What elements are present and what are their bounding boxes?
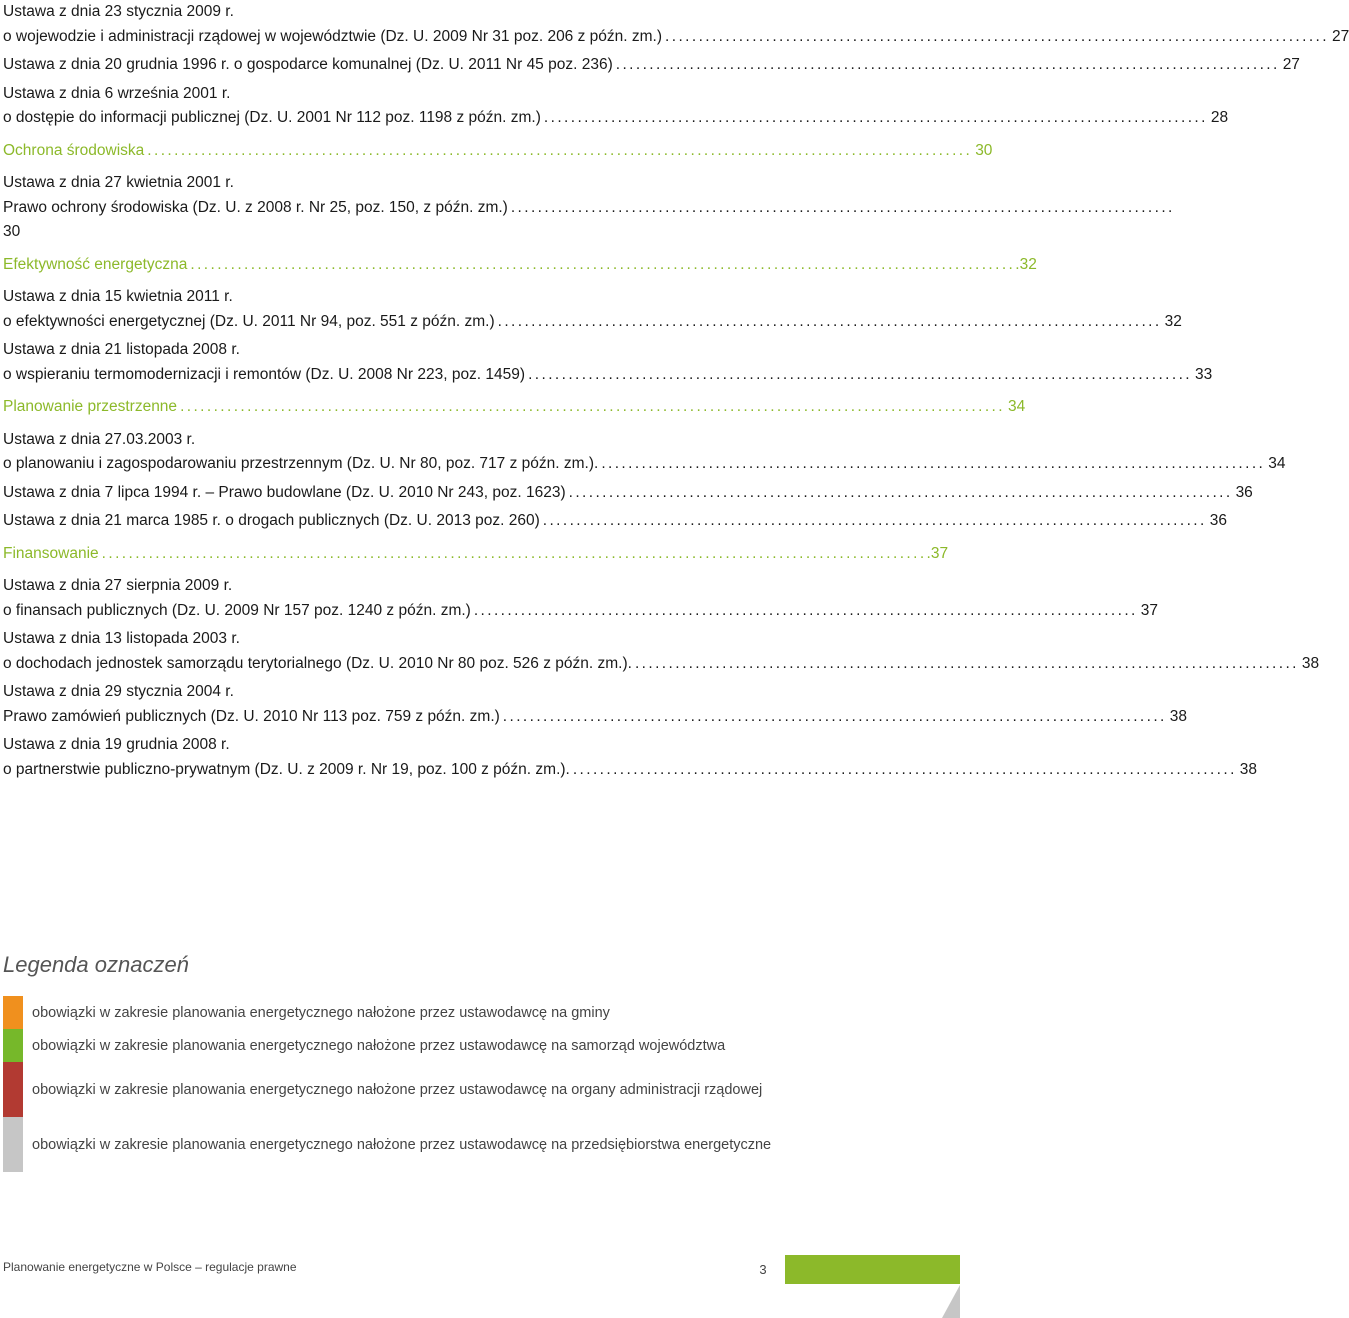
dot-leader: ........................................................................................................................... [101,544,927,562]
dot-leader: ................................................................................................... [510,198,1175,216]
toc-entry[interactable] [3,428,1286,477]
toc-section-heading[interactable] [3,253,1037,278]
toc-entry[interactable] [3,285,1182,334]
toc-entry-line1: Ustawa z dnia 27.03.2003 r. [3,430,196,448]
section-title: Finansowanie [3,544,99,562]
toc-page-number: .32 [1015,255,1037,273]
toc-entry-line2: Prawo zamówień publicznych (Dz. U. 2010 Nr 113 poz. 759 z późn. zm.) [3,707,500,725]
toc-entry[interactable] [3,574,1159,623]
legend-item-text: obowiązki w zakresie planowania energetycznego nałożone przez ustawodawcę na samorząd województwa [32,1037,726,1054]
dot-leader: ................................................................................................... [665,27,1329,45]
toc-entry[interactable] [3,627,1320,676]
toc-page-number: 33 [1195,365,1213,383]
legend-swatch-gray [3,1117,23,1172]
legend-item-text: obowiązki w zakresie planowania energetycznego nałożone przez ustawodawcę na gminy [32,1004,610,1021]
toc-entry[interactable] [3,481,1253,506]
dot-leader: ................................................................................................... [568,483,1233,501]
legend-swatch-green [3,1029,23,1062]
legend-item-text: obowiązki w zakresie planowania energetycznego nałożone przez ustawodawcę na przedsiębiorstwa energetyczne [32,1136,772,1153]
toc-page-number: 38 [1169,707,1187,725]
toc-entry-line2: o efektywności energetycznej (Dz. U. 2011 Nr 94, poz. 551 z późn. zm.) [3,312,495,330]
toc-page-number: 27 [1331,27,1349,45]
legend [3,952,903,1172]
dot-leader: ................................................................................................... [502,707,1167,725]
toc-page-number: 34 [1007,398,1026,415]
toc-section-heading[interactable] [3,139,993,164]
dot-leader: ........................................................................................................................... [190,255,1016,273]
legend-swatch-orange [3,996,23,1029]
toc-page-number: 38 [1239,760,1258,778]
toc-entry-line1: Ustawa z dnia 13 listopada 2003 r. [3,630,240,647]
toc-entry-line2: o partnerstwie publiczno-prywatnym (Dz. U. z 2009 r. Nr 19, poz. 100 z późn. zm.). [3,760,570,778]
legend-item-text: obowiązki w zakresie planowania energetycznego nałożone przez ustawodawcę na organy administracji rządowej [32,1081,763,1098]
toc-entry[interactable] [3,680,1187,729]
toc-page-number: 36 [1235,483,1253,501]
dot-leader: ................................................................................................... [543,109,1208,126]
table-of-contents [3,0,1349,786]
section-title: Efektywność energetyczna [3,255,188,273]
toc-entry-line2: Prawo ochrony środowiska (Dz. U. z 2008 r. Nr 25, poz. 150, z późn. zm.) [3,198,508,216]
dot-leader: ................................................................................................... [528,365,1193,383]
toc-entry[interactable] [3,733,1258,782]
toc-page-number: 34 [1268,455,1286,472]
toc-page-number: 37 [1140,601,1159,619]
dot-leader: ................................................................................................... [615,56,1280,73]
footer-accent-bar [785,1255,960,1284]
legend-swatch-red [3,1062,23,1117]
toc-entry[interactable] [3,171,1175,245]
toc-entry-line1: Ustawa z dnia 7 lipca 1994 r. – Prawo budowlane (Dz. U. 2010 Nr 243, poz. 1623) [3,483,566,501]
page-number: 3 [759,1262,767,1277]
legend-item [3,1117,903,1172]
footer-title: Planowanie energetyczne w Polsce – regulacje prawne [3,1260,297,1274]
toc-entry-line2: o finansach publicznych (Dz. U. 2009 Nr 157 poz. 1240 z późn. zm.) [3,601,471,619]
toc-entry-line1: Ustawa z dnia 23 stycznia 2009 r. [3,3,234,20]
toc-page-number: 32 [1164,312,1182,330]
toc-entry-line1: Ustawa z dnia 21 listopada 2008 r. [3,341,240,358]
dot-leader: ........................................................................................................................... [180,398,1005,415]
dot-leader: ................................................................................................... [542,512,1207,529]
toc-entry-line1: Ustawa z dnia 29 stycznia 2004 r. [3,683,234,700]
toc-entry-line1: Ustawa z dnia 21 marca 1985 r. o drogach publicznych (Dz. U. 2013 poz. 260) [3,512,540,529]
toc-entry-line1: Ustawa z dnia 27 kwietnia 2001 r. [3,174,234,191]
toc-entry-line1: Ustawa z dnia 20 grudnia 1996 r. o gospodarce komunalnej (Dz. U. 2011 Nr 45 poz. 236) [3,56,613,73]
toc-page-number: .37 [926,544,949,562]
toc-entry[interactable] [3,338,1213,387]
toc-entry[interactable] [3,82,1229,131]
legend-item [3,1062,903,1117]
toc-section-heading[interactable] [3,395,1026,420]
legend-title: Legenda oznaczeń [3,952,189,977]
toc-entry-line2: o wspieraniu termomodernizacji i remontów (Dz. U. 2008 Nr 223, poz. 1459) [3,365,526,383]
toc-page-number: 30 [975,141,993,159]
toc-page-number: 38 [1301,654,1320,672]
dot-leader: ................................................................................................... [473,601,1138,619]
toc-entry-line1: Ustawa z dnia 15 kwietnia 2011 r. [3,288,233,305]
toc-page-number: 30 [3,223,21,240]
toc-page-number: 28 [1210,109,1229,126]
toc-entry-line2: o wojewodzie i administracji rządowej w województwie (Dz. U. 2009 Nr 31 poz. 206 z późn. zm.) [3,27,663,45]
dot-leader: ................................................................................................... [634,654,1299,672]
toc-entry[interactable] [3,53,1300,78]
toc-entry-line2: o planowaniu i zagospodarowaniu przestrzennym (Dz. U. Nr 80, poz. 717 z późn. zm.). [3,455,599,472]
toc-entry-line1: Ustawa z dnia 19 grudnia 2008 r. [3,736,230,753]
legend-item [3,1029,903,1062]
toc-page-number: 27 [1282,56,1300,73]
toc-entry-line2: o dochodach jednostek samorządu terytorialnego (Dz. U. 2010 Nr 80 poz. 526 z późn. zm.). [3,654,632,672]
toc-entry[interactable] [3,0,1349,49]
dot-leader: ................................................................................................... [572,760,1237,778]
toc-entry[interactable] [3,509,1227,534]
toc-entry-line1: Ustawa z dnia 27 sierpnia 2009 r. [3,577,233,594]
toc-page-number: 36 [1209,512,1227,529]
dot-leader: ........................................................................................................................... [147,141,973,159]
toc-entry-line1: Ustawa z dnia 6 września 2001 r. [3,84,231,102]
corner-decoration [940,1285,960,1318]
dot-leader: ................................................................................................... [601,455,1266,472]
section-title: Ochrona środowiska [3,141,145,159]
toc-entry-line2: o dostępie do informacji publicznej (Dz. U. 2001 Nr 112 poz. 1198 z późn. zm.) [3,109,541,126]
dot-leader: ................................................................................................... [497,312,1162,330]
toc-section-heading[interactable] [3,542,949,567]
section-title: Planowanie przestrzenne [3,398,178,415]
legend-item [3,996,903,1029]
